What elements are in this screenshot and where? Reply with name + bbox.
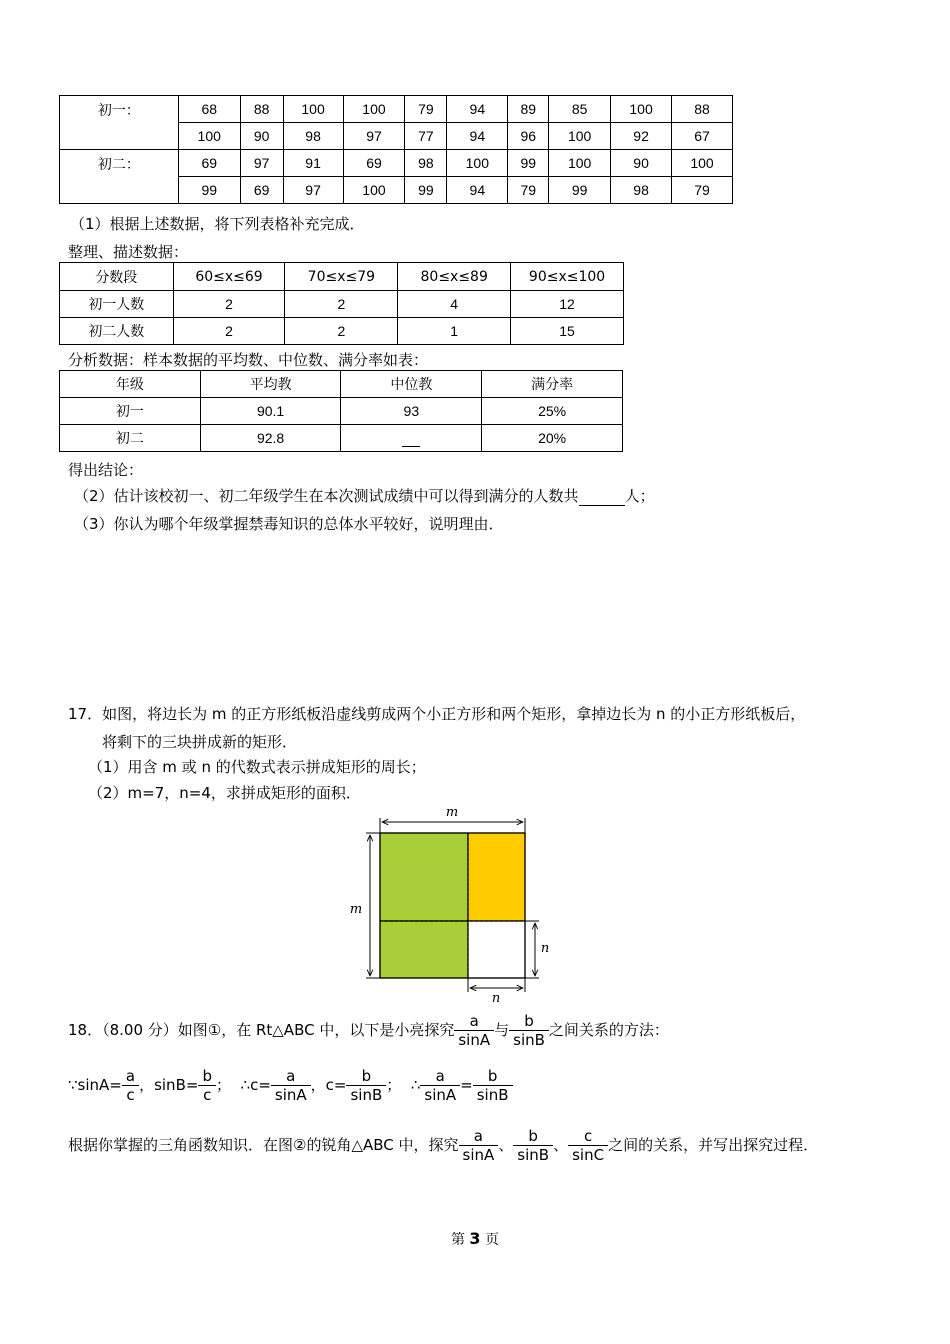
row-header: 初二 <box>60 425 201 452</box>
score-cell: 69 <box>240 177 283 204</box>
column-header: 60≤x≤69 <box>173 263 285 291</box>
label-n-right: n <box>540 941 550 956</box>
q16-part2 <box>74 485 655 506</box>
removed-square <box>468 921 525 978</box>
count-cell: 1 <box>398 318 511 345</box>
score-cell: 94 <box>447 177 508 204</box>
q17-line2: 将剩下的三块拼成新的矩形． <box>102 733 298 751</box>
table-row <box>60 96 733 123</box>
fraction: $\frac{b}{\sin B}$ <box>509 1012 549 1049</box>
score-table <box>59 95 733 204</box>
score-cell: 94 <box>447 96 508 123</box>
table-row <box>60 150 733 177</box>
column-header: 年级 <box>60 371 201 398</box>
column-header: 中位教 <box>341 371 482 398</box>
fraction: $\frac{a}{c}$ <box>122 1067 139 1104</box>
fraction: $\frac{a}{\sin A}$ <box>454 1012 494 1049</box>
score-cell: 79 <box>672 177 733 204</box>
fraction: $\frac{a}{\sin A}$ <box>420 1067 460 1104</box>
conclusion-label: 得出结论： <box>68 461 144 479</box>
count-cell: 2 <box>285 318 398 345</box>
table-row <box>60 291 624 318</box>
score-cell: 97 <box>240 150 283 177</box>
grade-label: 初一： <box>60 96 179 150</box>
score-cell: 100 <box>343 177 405 204</box>
table-row <box>60 398 623 425</box>
score-cell: 67 <box>672 123 733 150</box>
count-cell: 2 <box>173 291 285 318</box>
square-figure <box>340 800 570 1005</box>
q17-part2: （2）m=7，n=4，求拼成矩形的面积． <box>88 784 361 802</box>
score-cell: 88 <box>672 96 733 123</box>
q17-line1: 17．如图，将边长为 m 的正方形纸板沿虚线剪成两个小正方形和两个矩形，拿掉边长为 n 的小正方形纸板后， <box>68 705 806 723</box>
table-header-row <box>60 371 623 398</box>
fraction: $\frac{c}{\sin C}$ <box>568 1127 608 1164</box>
score-cell: 99 <box>178 177 240 204</box>
q16-part2-text: （2）估计该校初一、初二年级学生在本次测试成绩中可以得到满分的人数共 <box>74 487 579 505</box>
score-cell: 98 <box>283 123 343 150</box>
score-cell: 100 <box>343 96 405 123</box>
score-cell: 89 <box>508 96 549 123</box>
column-header: 70≤x≤79 <box>285 263 398 291</box>
table-row <box>60 318 624 345</box>
score-cell: 100 <box>283 96 343 123</box>
column-header: 满分率 <box>482 371 623 398</box>
column-header: 90≤x≤100 <box>511 263 624 291</box>
fraction: $\frac{b}{c}$ <box>198 1067 216 1104</box>
score-cell: 97 <box>283 177 343 204</box>
row-header: 初一 <box>60 398 201 425</box>
score-cell: 90 <box>611 150 672 177</box>
q18-intro: 18．（8.00 分）如图①，在 Rt△ABC 中，以下是小亮探究 <box>68 1021 455 1039</box>
column-header: 80≤x≤89 <box>398 263 511 291</box>
count-cell: 15 <box>511 318 624 345</box>
score-cell: 97 <box>343 123 405 150</box>
score-cell: 99 <box>549 177 611 204</box>
q18-line3: 根据你掌握的三角函数知识．在图②的锐角△ABC 中，探究 $\frac{a}{\sin A}$ 、 $\frac{b}{\sin B}$ 、 $\frac{c}{\sin C}$ 之间的关系，并写出探究过程． <box>68 1127 819 1164</box>
row-header: 初二人数 <box>60 318 174 345</box>
row-header: 初一人数 <box>60 291 174 318</box>
q16-part1: （1）根据上述数据，将下列表格补充完成． <box>70 215 365 233</box>
fraction: $\frac{a}{\sin A}$ <box>459 1127 499 1164</box>
grade-label: 初二： <box>60 150 179 204</box>
score-cell: 69 <box>343 150 405 177</box>
stat-cell: 25% <box>482 398 623 425</box>
q16-part3: （3）你认为哪个年级掌握禁毒知识的总体水平较好，说明理由． <box>74 515 504 533</box>
score-cell: 79 <box>405 96 447 123</box>
count-cell: 12 <box>511 291 624 318</box>
analyze-label: 分析数据：样本数据的平均数、中位数、满分率如表： <box>68 351 429 369</box>
fraction: $\frac{b}{\sin B}$ <box>473 1067 513 1104</box>
label-m-top: m <box>445 805 459 820</box>
organize-label: 整理、描述数据： <box>68 243 189 261</box>
fraction: $\frac{b}{\sin B}$ <box>513 1127 553 1164</box>
q17-part1: （1）用含 m 或 n 的代数式表示拼成矩形的周长； <box>88 758 426 776</box>
stat-cell: 93 <box>341 398 482 425</box>
stats-table <box>59 370 623 452</box>
stat-cell: 90.1 <box>200 398 341 425</box>
score-cell: 99 <box>405 177 447 204</box>
table-header-row <box>60 263 624 291</box>
score-cell: 69 <box>178 150 240 177</box>
score-cell: 100 <box>178 123 240 150</box>
stat-cell: 92.8 <box>200 425 341 452</box>
column-header: 平均教 <box>200 371 341 398</box>
count-cell: 2 <box>173 318 285 345</box>
score-cell: 100 <box>447 150 508 177</box>
score-cell: 98 <box>611 177 672 204</box>
fraction: $\frac{a}{\sin A}$ <box>271 1067 311 1104</box>
yellow-rect <box>468 833 525 921</box>
count-cell: 4 <box>398 291 511 318</box>
column-header: 分数段 <box>60 263 174 291</box>
score-cell: 92 <box>611 123 672 150</box>
score-cell: 94 <box>447 123 508 150</box>
score-cell: 98 <box>405 150 447 177</box>
answer-blank[interactable] <box>579 487 625 506</box>
q18-line2: ∵sinA= $\frac{a}{c}$ ，sinB= $\frac{b}{c}$ ； ∴c= $\frac{a}{\sin A}$ ，c= $\frac{b}{\sin B}$ ； ∴ $\frac{a}{\sin A}$ = $\frac{b}{\sin B}$ <box>68 1067 513 1104</box>
score-cell: 99 <box>508 150 549 177</box>
green-rect-bottom <box>380 921 468 978</box>
stat-cell: 20% <box>482 425 623 452</box>
q18-and: 与 <box>494 1021 510 1039</box>
fraction: $\frac{b}{\sin B}$ <box>346 1067 386 1104</box>
score-cell: 100 <box>549 150 611 177</box>
label-n-bottom: n <box>491 991 501 1005</box>
page-footer: 第 3 页 <box>450 1229 500 1248</box>
score-cell: 79 <box>508 177 549 204</box>
q16-part2-unit: 人； <box>624 487 655 505</box>
label-m-left: m <box>349 902 363 917</box>
score-cell: 88 <box>240 96 283 123</box>
median-blank[interactable] <box>341 425 482 452</box>
q18-intro-end: 之间关系的方法： <box>548 1021 669 1039</box>
score-cell: 85 <box>549 96 611 123</box>
q18-line1 <box>68 1012 669 1049</box>
score-cell: 68 <box>178 96 240 123</box>
score-cell: 100 <box>611 96 672 123</box>
freq-table <box>59 262 624 345</box>
page-number: 3 <box>469 1229 481 1248</box>
score-cell: 91 <box>283 150 343 177</box>
table-row <box>60 425 623 452</box>
answer-blank[interactable] <box>402 430 420 447</box>
score-cell: 100 <box>672 150 733 177</box>
count-cell: 2 <box>285 291 398 318</box>
score-cell: 96 <box>508 123 549 150</box>
green-rect-top <box>380 833 468 921</box>
score-cell: 100 <box>549 123 611 150</box>
score-cell: 90 <box>240 123 283 150</box>
score-cell: 77 <box>405 123 447 150</box>
